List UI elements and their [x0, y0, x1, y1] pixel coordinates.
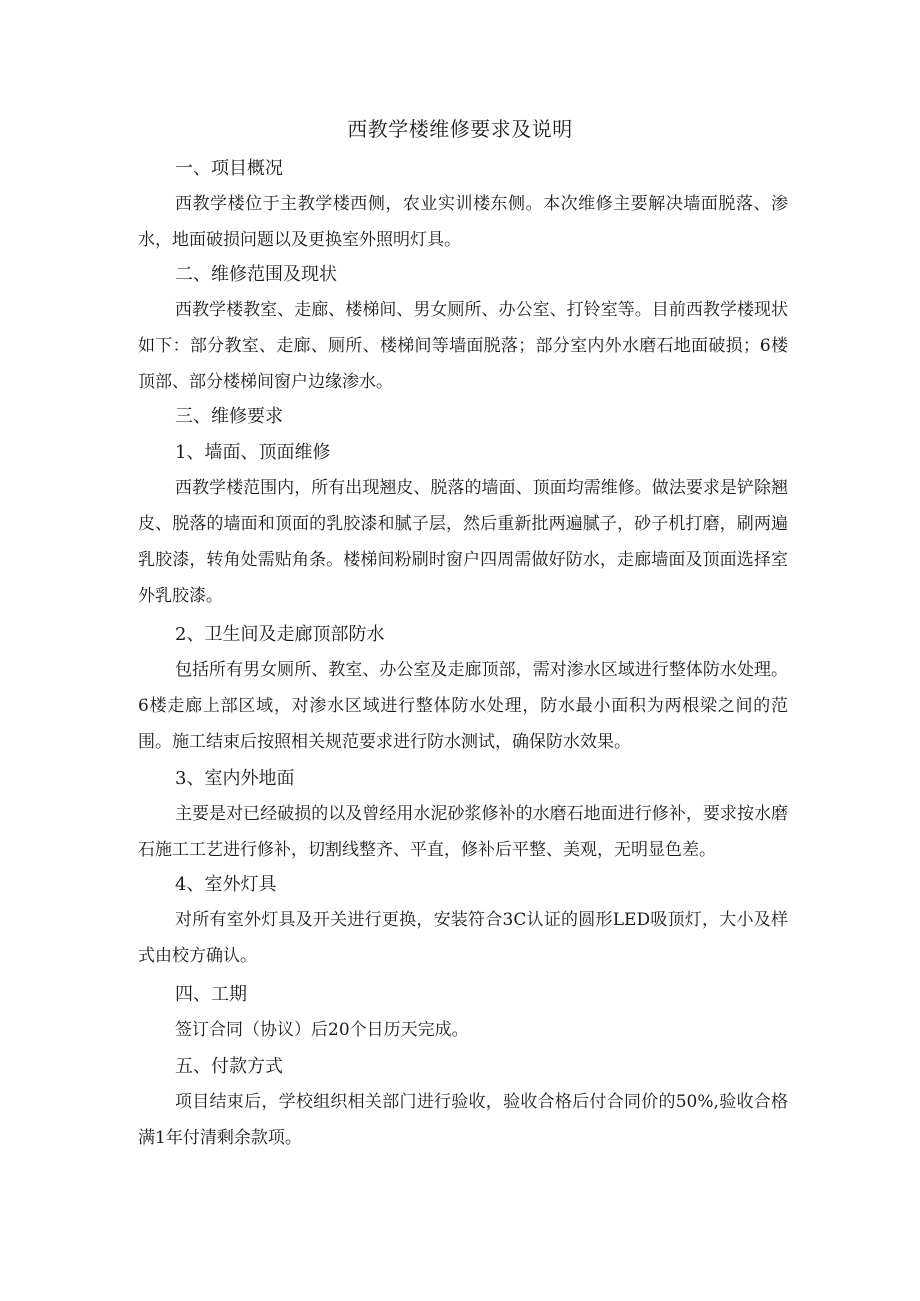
section-heading-schedule: 四、工期	[175, 984, 247, 1005]
paragraph-schedule: 签订合同（协议）后20个日历天完成。	[175, 1020, 469, 1040]
section-heading-payment: 五、付款方式	[175, 1056, 283, 1077]
paragraph-lighting: 对所有室外灯具及开关进行更换，安装符合3C认证的圆形LED吸顶灯，大小及样式由校方确认。	[138, 910, 788, 966]
subsection-heading-floors: 3、室内外地面	[175, 768, 295, 789]
section-heading-overview: 一、项目概况	[175, 158, 283, 179]
section-heading-requirements: 三、维修要求	[175, 406, 283, 427]
paragraph-waterproofing: 包括所有男女厕所、教室、办公室及走廊顶部，需对渗水区域进行整体防水处理。6楼走廊上部区域，对渗水区域进行整体防水处理，防水最小面积为两根梁之间的范围。施工结束后按照相关规范要求进行防水测试，确保防水效果。	[138, 660, 788, 752]
document-title: 西教学楼维修要求及说明	[347, 117, 573, 141]
subsection-heading-waterproofing: 2、卫生间及走廊顶部防水	[175, 624, 385, 645]
paragraph-walls: 西教学楼范围内，所有出现翘皮、脱落的墙面、顶面均需维修。做法要求是铲除翘皮、脱落的墙面和顶面的乳胶漆和腻子层，然后重新批两遍腻子，砂子机打磨，刷两遍乳胶漆，转角处需贴角条。楼梯间粉刷时窗户四周需做好防水，走廊墙面及顶面选择室外乳胶漆。	[138, 478, 788, 606]
paragraph-floors: 主要是对已经破损的以及曾经用水泥砂浆修补的水磨石地面进行修补，要求按水磨石施工工艺进行修补，切割线整齐、平直，修补后平整、美观，无明显色差。	[138, 804, 788, 860]
subsection-heading-walls: 1、墙面、顶面维修	[175, 442, 331, 463]
paragraph-scope: 西教学楼教室、走廊、楼梯间、男女厕所、办公室、打铃室等。目前西教学楼现状如下：部分教室、走廊、厕所、楼梯间等墙面脱落；部分室内外水磨石地面破损；6楼顶部、部分楼梯间窗户边缘渗水。	[138, 300, 788, 392]
subsection-heading-lighting: 4、室外灯具	[175, 874, 277, 895]
section-heading-scope: 二、维修范围及现状	[175, 264, 337, 285]
paragraph-payment: 项目结束后，学校组织相关部门进行验收，验收合格后付合同价的50%,验收合格满1年付清剩余款项。	[138, 1092, 788, 1148]
paragraph-overview: 西教学楼位于主教学楼西侧，农业实训楼东侧。本次维修主要解决墙面脱落、渗水，地面破损问题以及更换室外照明灯具。	[138, 194, 788, 250]
